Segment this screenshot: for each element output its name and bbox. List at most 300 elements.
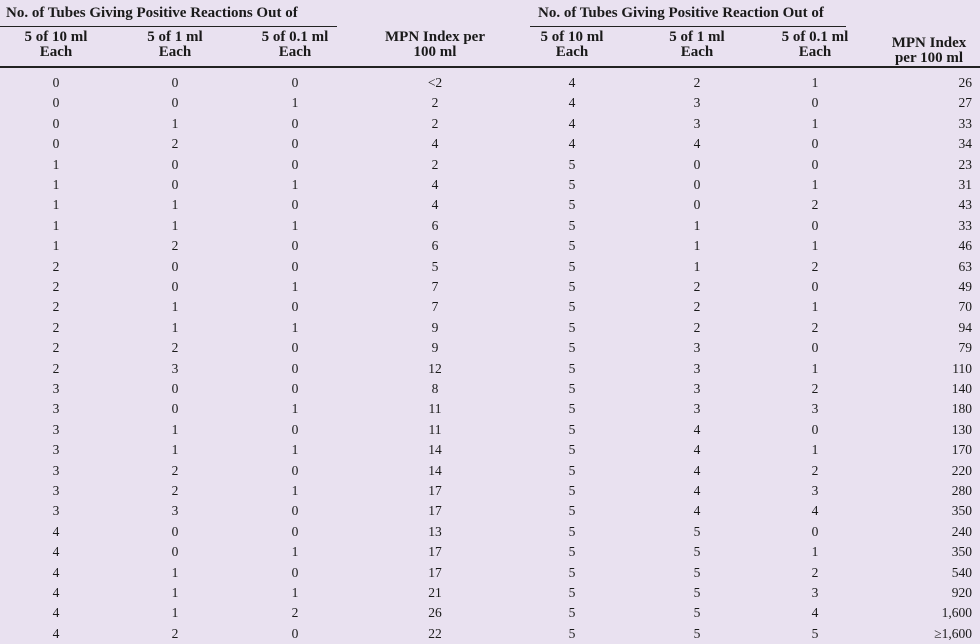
table-cell: 5	[568, 299, 576, 315]
table-cell: 0	[171, 95, 179, 111]
table-cell: 11	[428, 401, 442, 417]
table-cell: 5	[693, 523, 701, 539]
table-cell: 6	[431, 238, 439, 254]
table-cell: 5	[568, 177, 576, 192]
table-cell: 0	[52, 75, 60, 90]
table-cell: 3	[693, 340, 701, 356]
table-cell: 180	[951, 401, 972, 417]
table-cell: 11	[428, 421, 442, 437]
table-cell: 0	[291, 421, 299, 437]
left-group-title: No. of Tubes Giving Positive Reactions Out of	[6, 5, 298, 21]
table-cell: 1	[171, 421, 179, 437]
right-header-mpn	[880, 36, 978, 66]
table-cell: 1	[52, 197, 60, 213]
table-cell: ≥1,600	[934, 625, 972, 641]
table-cell: 350	[951, 503, 972, 519]
table-cell: 0	[811, 217, 819, 233]
table-cell: 26	[958, 75, 972, 90]
table-row	[520, 277, 980, 297]
table-cell: 2	[52, 319, 60, 335]
table-cell: 8	[431, 381, 439, 396]
table-cell: 4	[811, 503, 819, 519]
table-cell: 4	[568, 95, 576, 111]
table-cell: 33	[958, 217, 972, 233]
table-cell: 0	[291, 136, 299, 152]
table-cell: 7	[431, 299, 439, 315]
table-cell: 13	[428, 523, 442, 539]
table-row	[520, 93, 980, 113]
header-line: Each	[680, 44, 714, 60]
table-cell: 5	[568, 442, 576, 458]
table-cell: 2	[171, 483, 179, 498]
table-cell: 17	[428, 483, 442, 498]
table-row	[520, 542, 980, 562]
header-line: Each	[39, 44, 73, 60]
table-cell: 4	[811, 605, 819, 621]
table-cell: 2	[431, 156, 439, 172]
table-cell: 21	[428, 585, 442, 600]
table-cell: 22	[428, 625, 442, 641]
table-cell: 1,600	[941, 605, 972, 621]
header-line: per 100 ml	[894, 50, 964, 66]
table-cell: 4	[693, 462, 701, 478]
table-cell: 1	[171, 217, 179, 233]
table-cell: 26	[428, 605, 442, 621]
table-cell: 0	[693, 177, 701, 192]
table-cell: 0	[52, 136, 60, 152]
table-cell: 0	[291, 625, 299, 641]
table-cell: 0	[291, 340, 299, 356]
table-cell: 4	[693, 136, 701, 152]
table-cell: 1	[811, 442, 819, 458]
table-cell: 1	[291, 319, 299, 335]
table-cell: 5	[568, 217, 576, 233]
table-cell: 4	[431, 177, 439, 192]
table-row	[0, 501, 520, 521]
table-cell: 5	[568, 197, 576, 213]
table-cell: 94	[958, 319, 972, 335]
table-row	[520, 583, 980, 603]
table-cell: 0	[811, 523, 819, 539]
table-cell: 3	[52, 421, 60, 437]
table-cell: 4	[52, 625, 60, 641]
table-cell: 2	[811, 381, 819, 396]
table-row	[0, 399, 520, 419]
table-cell: 0	[291, 115, 299, 131]
header-line: Each	[278, 44, 312, 60]
header-line: 5 of 0.1 ml	[781, 29, 849, 45]
table-row	[0, 542, 520, 562]
table-cell: 0	[693, 197, 701, 213]
table-cell: 110	[952, 360, 972, 376]
table-cell: 2	[811, 258, 819, 274]
table-cell: <2	[427, 75, 443, 90]
table-cell: 5	[568, 258, 576, 274]
table-cell: 79	[958, 340, 972, 356]
table-row	[0, 359, 520, 379]
table-cell: 1	[291, 585, 299, 600]
table-cell: 2	[171, 625, 179, 641]
table-row	[520, 563, 980, 583]
table-cell: 2	[811, 462, 819, 478]
table-row	[520, 73, 980, 93]
table-row	[0, 73, 520, 93]
table-cell: 1	[811, 115, 819, 131]
table-cell: 3	[52, 503, 60, 519]
table-cell: 63	[958, 258, 972, 274]
table-cell: 3	[693, 381, 701, 396]
table-cell: 7	[431, 279, 439, 294]
table-row	[520, 134, 980, 154]
header-line: 100 ml	[413, 44, 457, 60]
table-cell: 220	[951, 462, 972, 478]
table-row	[0, 461, 520, 481]
table-cell: 0	[171, 523, 179, 539]
table-cell: 4	[693, 483, 701, 498]
table-cell: 3	[811, 401, 819, 417]
table-cell: 2	[291, 605, 299, 621]
table-row	[520, 175, 980, 195]
table-cell: 5	[568, 564, 576, 580]
table-cell: 0	[291, 299, 299, 315]
table-cell: 17	[428, 544, 442, 560]
table-cell: 280	[951, 483, 972, 498]
table-cell: 4	[52, 605, 60, 621]
table-cell: 1	[171, 197, 179, 213]
table-cell: 5	[568, 483, 576, 498]
table-row	[520, 420, 980, 440]
table-cell: 1	[291, 442, 299, 458]
table-cell: 0	[291, 258, 299, 274]
table-row	[0, 481, 520, 501]
table-cell: 4	[52, 544, 60, 560]
table-row	[520, 481, 980, 501]
table-cell: 1	[171, 585, 179, 600]
table-row	[0, 522, 520, 542]
table-cell: 0	[291, 381, 299, 396]
table-cell: 6	[431, 217, 439, 233]
table-row	[0, 379, 520, 399]
table-cell: 0	[291, 462, 299, 478]
table-cell: 1	[693, 238, 701, 254]
table-row	[520, 236, 980, 256]
table-cell: 2	[171, 238, 179, 254]
table-cell: 5	[568, 401, 576, 417]
table-row	[520, 440, 980, 460]
table-cell: 5	[568, 156, 576, 172]
table-cell: 1	[52, 238, 60, 254]
table-cell: 0	[291, 523, 299, 539]
table-cell: 1	[171, 115, 179, 131]
table-cell: 4	[52, 585, 60, 600]
table-cell: 1	[693, 217, 701, 233]
header-line: Each	[158, 44, 192, 60]
table-cell: 0	[811, 136, 819, 152]
table-cell: 2	[693, 299, 701, 315]
table-cell: 43	[958, 197, 972, 213]
table-cell: 4	[568, 136, 576, 152]
table-cell: 17	[428, 503, 442, 519]
table-cell: 2	[431, 115, 439, 131]
table-cell: 3	[171, 503, 179, 519]
table-cell: 3	[693, 360, 701, 376]
table-cell: 2	[811, 319, 819, 335]
table-cell: 0	[171, 156, 179, 172]
table-cell: 3	[693, 115, 701, 131]
table-cell: 4	[568, 115, 576, 131]
table-row	[0, 583, 520, 603]
table-cell: 49	[958, 279, 972, 294]
table-row	[520, 379, 980, 399]
table-cell: 14	[428, 442, 442, 458]
table-cell: 3	[52, 483, 60, 498]
table-row	[0, 155, 520, 175]
table-row	[0, 624, 520, 644]
left-header-mpn	[370, 30, 500, 60]
table-cell: 5	[568, 238, 576, 254]
table-cell: 4	[431, 197, 439, 213]
table-cell: 1	[171, 605, 179, 621]
table-cell: 1	[52, 177, 60, 192]
table-row	[520, 359, 980, 379]
table-cell: 5	[693, 564, 701, 580]
table-cell: 4	[52, 564, 60, 580]
table-cell: 0	[171, 544, 179, 560]
table-cell: 0	[171, 177, 179, 192]
table-cell: 2	[171, 462, 179, 478]
right-header-10ml	[522, 30, 622, 60]
table-row	[0, 93, 520, 113]
table-cell: 9	[431, 319, 439, 335]
table-cell: 5	[693, 585, 701, 600]
table-cell: 2	[811, 197, 819, 213]
header-line: 5 of 1 ml	[147, 29, 203, 45]
table-cell: 140	[951, 381, 972, 396]
table-row	[0, 603, 520, 623]
table-row	[520, 195, 980, 215]
table-cell: 3	[693, 95, 701, 111]
table-cell: 3	[52, 462, 60, 478]
table-cell: 5	[568, 319, 576, 335]
table-cell: 2	[52, 258, 60, 274]
table-cell: 0	[171, 75, 179, 90]
table-cell: 130	[951, 421, 972, 437]
table-cell: 1	[291, 401, 299, 417]
table-cell: 1	[291, 544, 299, 560]
table-cell: 2	[52, 360, 60, 376]
table-cell: 2	[693, 279, 701, 294]
table-row	[520, 603, 980, 623]
table-cell: 12	[428, 360, 442, 376]
left-header-1ml	[125, 30, 225, 60]
table-cell: 4	[693, 503, 701, 519]
table-cell: 1	[811, 360, 819, 376]
table-row	[0, 338, 520, 358]
right-header-1ml	[647, 30, 747, 60]
table-cell: 5	[568, 585, 576, 600]
table-row	[0, 114, 520, 134]
table-cell: 170	[951, 442, 972, 458]
table-cell: 5	[568, 462, 576, 478]
header-divider	[0, 66, 980, 68]
table-cell: 1	[171, 442, 179, 458]
table-cell: 46	[958, 238, 972, 254]
table-cell: 34	[958, 136, 972, 152]
table-cell: 5	[568, 523, 576, 539]
table-row	[520, 155, 980, 175]
right-header-01ml	[765, 30, 865, 60]
table-cell: 1	[291, 217, 299, 233]
table-row	[520, 114, 980, 134]
table-cell: 0	[693, 156, 701, 172]
table-cell: 0	[291, 238, 299, 254]
table-cell: 33	[958, 115, 972, 131]
table-cell: 0	[291, 564, 299, 580]
table-cell: 0	[52, 115, 60, 131]
table-cell: 0	[811, 421, 819, 437]
table-cell: 2	[52, 340, 60, 356]
table-cell: 1	[291, 177, 299, 192]
table-cell: 4	[693, 442, 701, 458]
table-row	[520, 624, 980, 644]
table-cell: 5	[693, 605, 701, 621]
table-cell: 5	[568, 381, 576, 396]
table-row	[520, 338, 980, 358]
header-line: 5 of 10 ml	[540, 29, 604, 45]
table-cell: 1	[811, 299, 819, 315]
table-cell: 0	[171, 279, 179, 294]
table-row	[0, 318, 520, 338]
table-cell: 540	[951, 564, 972, 580]
table-cell: 0	[52, 95, 60, 111]
table-cell: 3	[171, 360, 179, 376]
table-row	[520, 522, 980, 542]
table-row	[520, 297, 980, 317]
table-cell: 0	[811, 95, 819, 111]
table-cell: 1	[171, 319, 179, 335]
table-cell: 5	[568, 544, 576, 560]
table-cell: 27	[958, 95, 972, 111]
table-cell: 3	[52, 442, 60, 458]
table-row	[520, 318, 980, 338]
table-cell: 1	[693, 258, 701, 274]
table-cell: 5	[811, 625, 819, 641]
table-cell: 3	[52, 401, 60, 417]
table-cell: 1	[291, 95, 299, 111]
table-row	[0, 440, 520, 460]
table-cell: 1	[171, 564, 179, 580]
table-cell: 4	[431, 136, 439, 152]
table-cell: 2	[171, 136, 179, 152]
table-cell: 1	[811, 75, 819, 90]
table-cell: 0	[291, 197, 299, 213]
table-row	[0, 420, 520, 440]
table-cell: 5	[693, 544, 701, 560]
table-cell: 1	[811, 544, 819, 560]
table-cell: 0	[291, 75, 299, 90]
table-cell: 5	[568, 503, 576, 519]
table-cell: 2	[693, 75, 701, 90]
table-cell: 3	[693, 401, 701, 417]
table-cell: 0	[171, 381, 179, 396]
table-row	[0, 277, 520, 297]
header-line: Each	[798, 44, 832, 60]
table-cell: 5	[568, 625, 576, 641]
table-row	[0, 134, 520, 154]
table-cell: 1	[52, 156, 60, 172]
header-line: 5 of 1 ml	[669, 29, 725, 45]
header-line: MPN Index per	[385, 29, 485, 45]
table-row	[0, 236, 520, 256]
table-row	[520, 461, 980, 481]
header-line: 5 of 0.1 ml	[261, 29, 329, 45]
right-group-rule	[530, 26, 846, 27]
header-line: 5 of 10 ml	[24, 29, 88, 45]
table-cell: 2	[52, 279, 60, 294]
table-cell: 1	[291, 279, 299, 294]
table-row	[520, 257, 980, 277]
table-cell: 5	[568, 605, 576, 621]
table-cell: 1	[52, 217, 60, 233]
table-cell: 0	[811, 279, 819, 294]
table-row	[0, 563, 520, 583]
table-cell: 4	[568, 75, 576, 90]
table-cell: 23	[958, 156, 972, 172]
table-cell: 70	[958, 299, 972, 315]
table-row	[0, 216, 520, 236]
table-cell: 31	[958, 177, 972, 192]
table-cell: 1	[291, 483, 299, 498]
table-cell: 240	[951, 523, 972, 539]
table-cell: 14	[428, 462, 442, 478]
table-cell: 2	[52, 299, 60, 315]
table-cell: 0	[291, 503, 299, 519]
table-cell: 0	[171, 258, 179, 274]
table-cell: 5	[693, 625, 701, 641]
table-cell: 2	[811, 564, 819, 580]
left-group-rule	[0, 26, 337, 27]
table-cell: 1	[811, 177, 819, 192]
table-row	[0, 195, 520, 215]
table-cell: 2	[171, 340, 179, 356]
table-row	[520, 399, 980, 419]
left-header-10ml	[6, 30, 106, 60]
table-row	[520, 216, 980, 236]
table-cell: 1	[811, 238, 819, 254]
table-cell: 920	[951, 585, 972, 600]
table-cell: 5	[568, 340, 576, 356]
table-cell: 9	[431, 340, 439, 356]
table-cell: 5	[568, 279, 576, 294]
table-cell: 4	[52, 523, 60, 539]
table-row	[0, 175, 520, 195]
table-cell: 2	[693, 319, 701, 335]
table-cell: 0	[811, 156, 819, 172]
table-row	[0, 257, 520, 277]
header-line: MPN Index	[891, 35, 967, 51]
table-cell: 5	[568, 421, 576, 437]
table-cell: 1	[171, 299, 179, 315]
table-cell: 0	[291, 360, 299, 376]
table-cell: 3	[52, 381, 60, 396]
table-cell: 0	[811, 340, 819, 356]
table-cell: 3	[811, 585, 819, 600]
left-header-01ml	[245, 30, 345, 60]
table-cell: 0	[171, 401, 179, 417]
table-cell: 350	[951, 544, 972, 560]
right-group-title: No. of Tubes Giving Positive Reaction Out of	[538, 5, 824, 21]
table-cell: 5	[568, 360, 576, 376]
